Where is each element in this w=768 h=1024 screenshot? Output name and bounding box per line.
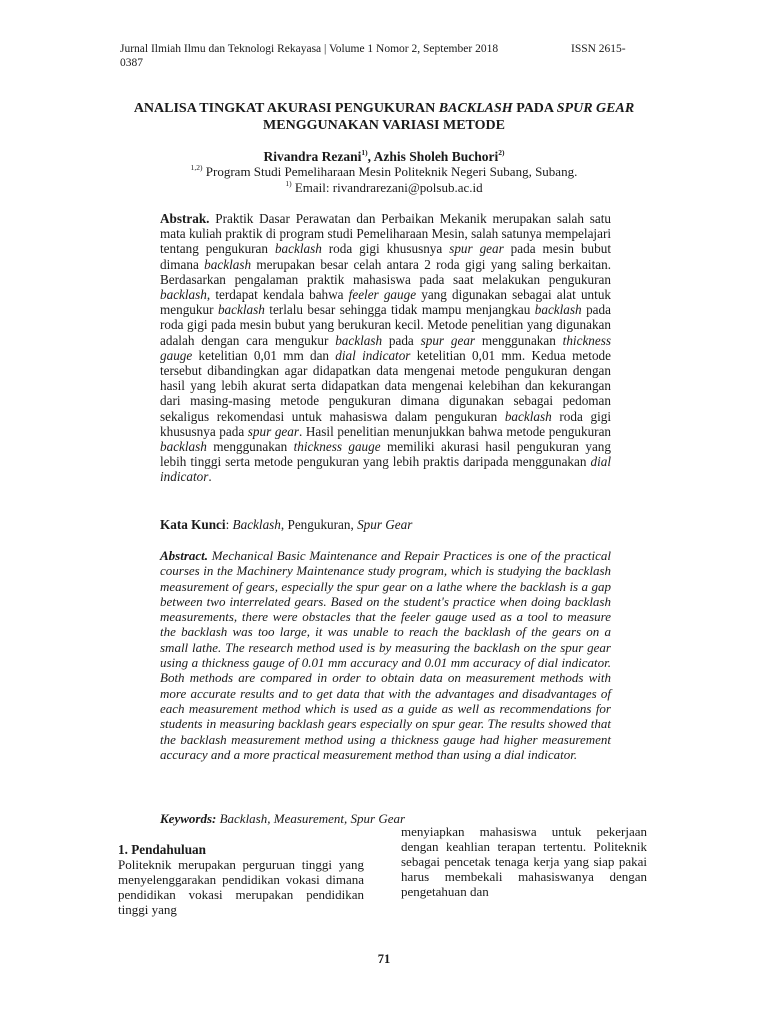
abstrak-text: ketelitian 0,01 mm. Kedua metode tersebut dibandingkan agar didapatkan data mengenai metode pengukuran dengan hasil yang lebih akurat serta didapatkan data mengenai kelebihan dan kekurangan dari masing-masing metode pengukuran dimana digunakan sebagai pedoman sekaligus rekomendasi untuk mahasiswa dalam pengukuran [160,347,611,424]
kata-kunci-text: , Pengukuran, [280,517,358,532]
affiliation-sup: 1,2) [190,163,203,172]
paper-title [60,100,708,134]
title-italic: BACKLASH [438,101,513,116]
abstrak-term: backlash [534,302,582,318]
kata-kunci-colon: : [225,517,233,532]
abstrak-term: backlash [217,302,265,318]
abstrak-text: yang digunakan sebagai alat untuk mengukur [160,287,612,318]
abstrak-term: backlash [160,439,207,455]
abstrak-text: . Hasil penelitian menunjukkan bahwa metode pengukuran [299,423,612,439]
abstrak-term: backlash [504,408,552,424]
abstrak-term: feeler gauge [348,287,417,303]
author-2: Azhis Sholeh Buchori [373,149,499,164]
title-line2: MENGGUNAKAN VARIASI METODE [263,118,505,133]
running-header [120,42,640,70]
section-heading: 1. Pendahuluan [118,842,206,857]
title-text: ANALISA TINGKAT AKURASI PENGUKURAN [133,101,439,116]
abstrak [160,211,611,485]
abstrak-text: , terdapat kendala bahwa [206,287,349,303]
keywords-label: Keywords: [160,811,217,826]
abstract-en [160,548,611,762]
author-sep: , [367,149,374,164]
abstrak-term: spur gear [247,423,300,439]
issn-label: ISSN 2615- [571,43,626,55]
abstrak-term: spur gear [449,241,504,257]
affiliation-text: Program Studi Pemeliharaan Mesin Politeknik Negeri Subang, Subang. [202,164,578,179]
abstrak-text: memiliki akurasi hasil pengukuran yang lebih tinggi serta metode pengukuran yang lebih praktis daripada menggunakan [160,439,611,470]
abstrak-term: backlash [204,256,252,272]
abstrak-term: spur gear [420,332,476,348]
affiliation [60,164,708,180]
intro-right-column [401,825,647,900]
title-italic: SPUR GEAR [556,101,635,116]
abstrak-text: menggunakan [206,439,294,455]
kata-kunci-term: Spur Gear [357,517,413,532]
abstrak-term: backlash [335,332,383,348]
authors [60,149,708,165]
kata-kunci-term: Backlash [232,517,281,532]
title-text: PADA [512,101,557,116]
abstrak-text: . [208,469,212,485]
issn-tail: 0387 [120,57,143,69]
intro-left-text: Politeknik merupakan perguruan tinggi yang menyelenggarakan pendidikan vokasi dimana pendidikan vokasi merupakan pendidikan tinggi yang [118,856,364,917]
page-number: 71 [377,952,391,966]
keywords-text: Backlash, Measurement, Spur Gear [216,811,406,826]
abstrak-term: thickness gauge [293,439,381,455]
author-1-sup: 1) [361,148,368,157]
intro-right-text: menyiapkan mahasiswa untuk pekerjaan dengan keahlian terapan tertentu. Politeknik sebagai pencetak tenaga kerja yang siap pakai harus membekali mahasiswanya dengan pengetahuan dan [401,824,647,899]
abstrak-text: menggunakan [475,332,563,348]
abstrak-term: dial indicator [335,347,411,363]
email-text: Email: rivandrarezani@polsub.ac.id [291,180,483,195]
abstrak-term: backlash [160,287,207,303]
abstrak-label: Abstrak. [160,211,210,226]
author-1: Rivandra Rezani [263,149,362,164]
email-sup: 1) [285,179,292,188]
email-line [60,180,708,196]
kata-kunci [160,517,412,533]
abstrak-text: pada roda gigi pada mesin bubut yang berukuran kecil. Metode penelitian yang digunakan adalah dengan cara mengukur [160,302,611,348]
abstrak-text: Praktik Dasar Perawatan dan Perbaikan Mekanik merupakan salah satu mata kuliah praktik di program studi Pemeliharaan Mesin, salah satunya mempelajari tentang pengukuran [160,211,611,257]
abstrak-term: backlash [274,241,322,257]
abstrak-text: merupakan besar celah antara 2 roda gigi yang saling berkaitan. Berdasarkan pengalaman praktik mahasiswa pada saat melakukan pengukuran [160,256,611,287]
abstrak-term: thickness gauge [160,332,612,363]
abstrak-text: ketelitian 0,01 mm dan [192,347,336,363]
abstrak-term: dial indicator [160,454,611,485]
abstrak-text: pada [382,332,421,348]
abstract-label: Abstract. [160,548,209,563]
intro-left-column [118,843,364,918]
journal-citation: Jurnal Ilmiah Ilmu dan Teknologi Rekayasa | Volume 1 Nomor 2, September 2018 [120,43,499,55]
kata-kunci-label: Kata Kunci [160,517,226,532]
author-2-sup: 2) [498,148,505,157]
keywords [160,811,405,827]
abstrak-text: pada mesin bubut dimana [160,241,611,272]
abstract-text: Mechanical Basic Maintenance and Repair Practices is one of the practical courses in the Machinery Maintenance study program, which is studying the backlash measurement of gears, especially the spur gear on a lathe where the backlash is a gap between two interrelated gears. Based on the student's practice when doing backlash measurements, there were obstacles that the feeler gauge used as a tool to measure the backlash was too large, it was unable to reach the backlash of the gears on a small lathe. The research method used is by measuring the backlash on the spur gear using a thickness gauge of 0.01 mm accuracy and 0.01 mm accuracy of dial indicator. Both methods are compared in order to obtain data on measurement methods with more accurate results and to get data that with the advantages and disadvantages of each measurement method which is used as a guide as well as recommendations for students in measuring backlash gears especially on spur gear. The results showed that the backlash measurement method using a thickness gauge had higher measurement accuracy and a more practical measurement method than using a dial indicator. [160,548,611,762]
abstrak-text: roda gigi khususnya pada [160,408,611,439]
abstrak-text: terlalu besar sehingga tidak mampu menjangkau [264,302,535,318]
abstrak-text: roda gigi khususnya [321,241,450,257]
